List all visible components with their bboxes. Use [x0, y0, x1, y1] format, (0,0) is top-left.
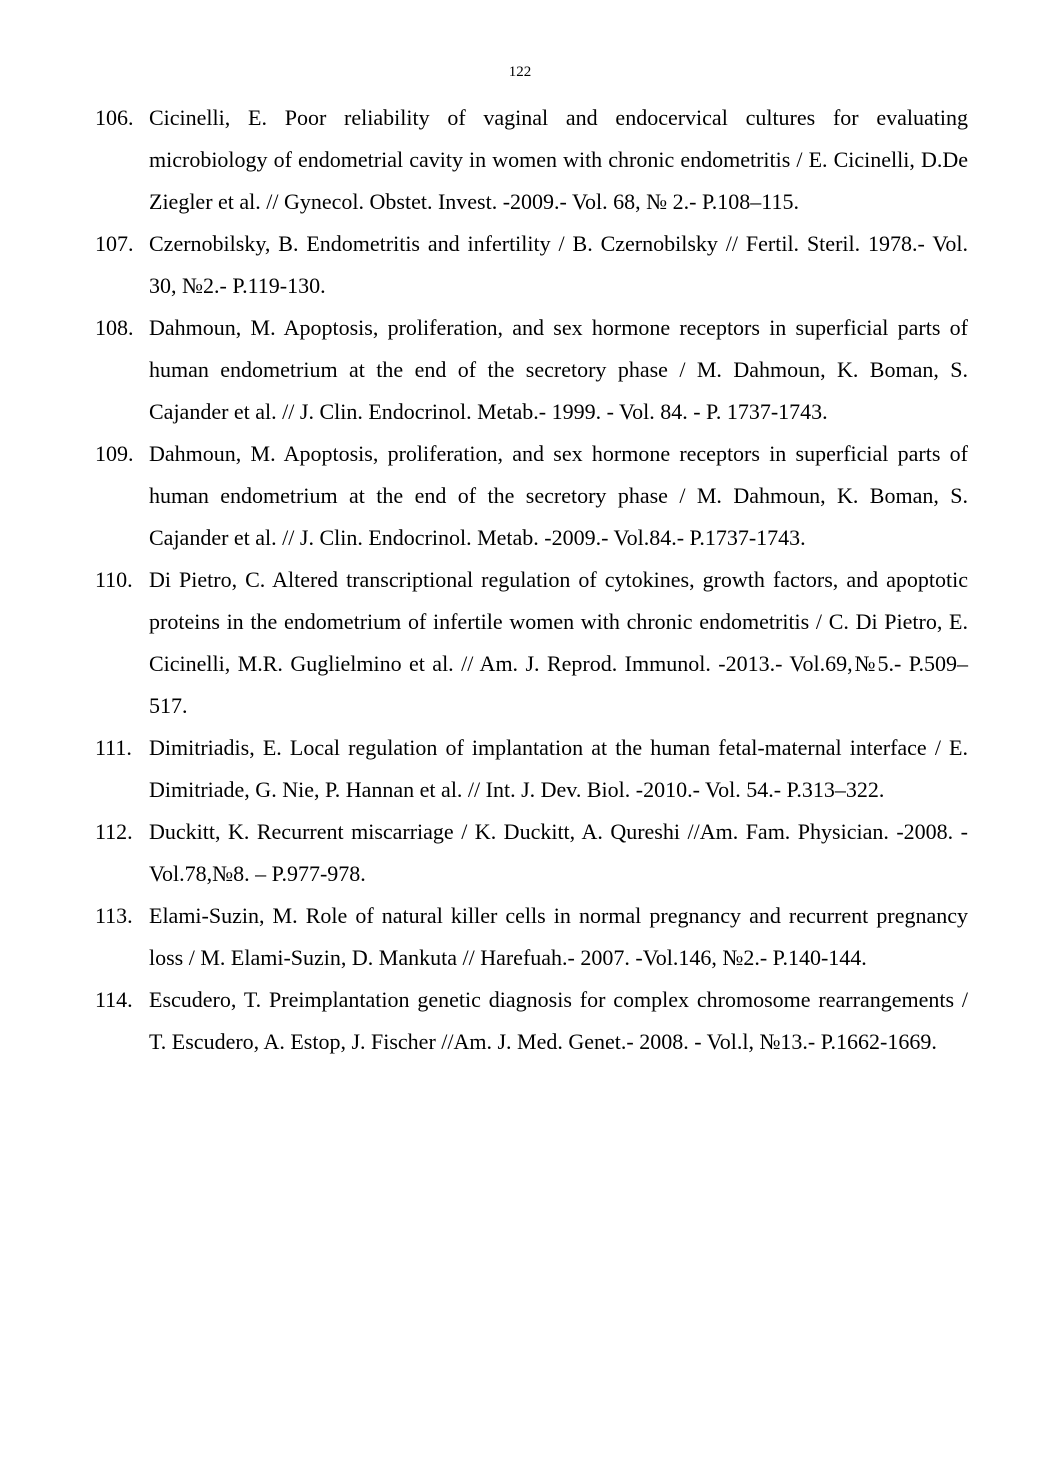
reference-item	[95, 895, 968, 979]
reference-list	[95, 97, 968, 1063]
reference-item	[95, 97, 968, 223]
reference-item	[95, 727, 968, 811]
reference-text: Dimitriadis, E. Local regulation of implantation at the human fetal-maternal interface / E. Dimitriade, G. Nie, P. Hannan et al. // Int. J. Dev. Biol. -2010.- Vol. 54.- P.313–322.	[149, 735, 968, 802]
reference-number: 111.	[95, 735, 132, 760]
page-number: 122	[508, 64, 532, 80]
reference-number: 108.	[95, 315, 134, 340]
reference-item	[95, 559, 968, 727]
reference-item	[95, 307, 968, 433]
reference-text: Duckitt, K. Recurrent miscarriage / K. Duckitt, A. Qureshi //Am. Fam. Physician. -2008. -Vol.78,№8. – P.977-978.	[149, 819, 968, 886]
reference-text: Di Pietro, C. Altered transcriptional regulation of cytokines, growth factors, and apoptotic proteins in the endometrium of infertile women with chronic endometritis / C. Di Pietro, E. Cicinelli, M.R. Guglielmino et al. // Am. J. Reprod. Immunol. -2013.- Vol.69,№5.- P.509–517.	[149, 567, 968, 718]
reference-item	[95, 433, 968, 559]
reference-number: 114.	[95, 987, 133, 1012]
reference-number: 112.	[95, 819, 133, 844]
reference-text: Czernobilsky, B. Endometritis and infertility / B. Czernobilsky // Fertil. Steril. 1978.- Vol. 30, №2.- P.119-130.	[149, 231, 968, 298]
reference-text: Cicinelli, E. Poor reliability of vaginal and endocervical cultures for evaluating microbiology of endometrial cavity in women with chronic endometritis / E. Cicinelli, D.De Ziegler et al. // Gynecol. Obstet. Invest. -2009.- Vol. 68, № 2.- P.108–115.	[149, 105, 968, 214]
reference-item	[95, 811, 968, 895]
reference-text: Elami-Suzin, M. Role of natural killer cells in normal pregnancy and recurrent pregnancy loss / M. Elami-Suzin, D. Mankuta // Harefuah.- 2007. -Vol.146, №2.- P.140-144.	[149, 903, 968, 970]
reference-number: 113.	[95, 903, 133, 928]
reference-number: 109.	[95, 441, 134, 466]
reference-text: Dahmoun, M. Apoptosis, proliferation, and sex hormone receptors in superficial parts of human endometrium at the end of the secretory phase / M. Dahmoun, K. Boman, S. Cajander et al. // J. Clin. Endocrinol. Metab. -2009.- Vol.84.- P.1737-1743.	[149, 441, 968, 550]
reference-number: 107.	[95, 231, 134, 256]
reference-number: 110.	[95, 567, 133, 592]
reference-text: Escudero, T. Preimplantation genetic diagnosis for complex chromosome rearrangements / T. Escudero, A. Estop, J. Fischer //Am. J. Med. Genet.- 2008. - Vol.l, №13.- P.1662-1669.	[149, 987, 968, 1054]
reference-text: Dahmoun, M. Apoptosis, proliferation, and sex hormone receptors in superficial parts of human endometrium at the end of the secretory phase / M. Dahmoun, K. Boman, S. Cajander et al. // J. Clin. Endocrinol. Metab.- 1999. - Vol. 84. - P. 1737-1743.	[149, 315, 968, 424]
reference-item	[95, 979, 968, 1063]
reference-number: 106.	[95, 105, 134, 130]
reference-item	[95, 223, 968, 307]
